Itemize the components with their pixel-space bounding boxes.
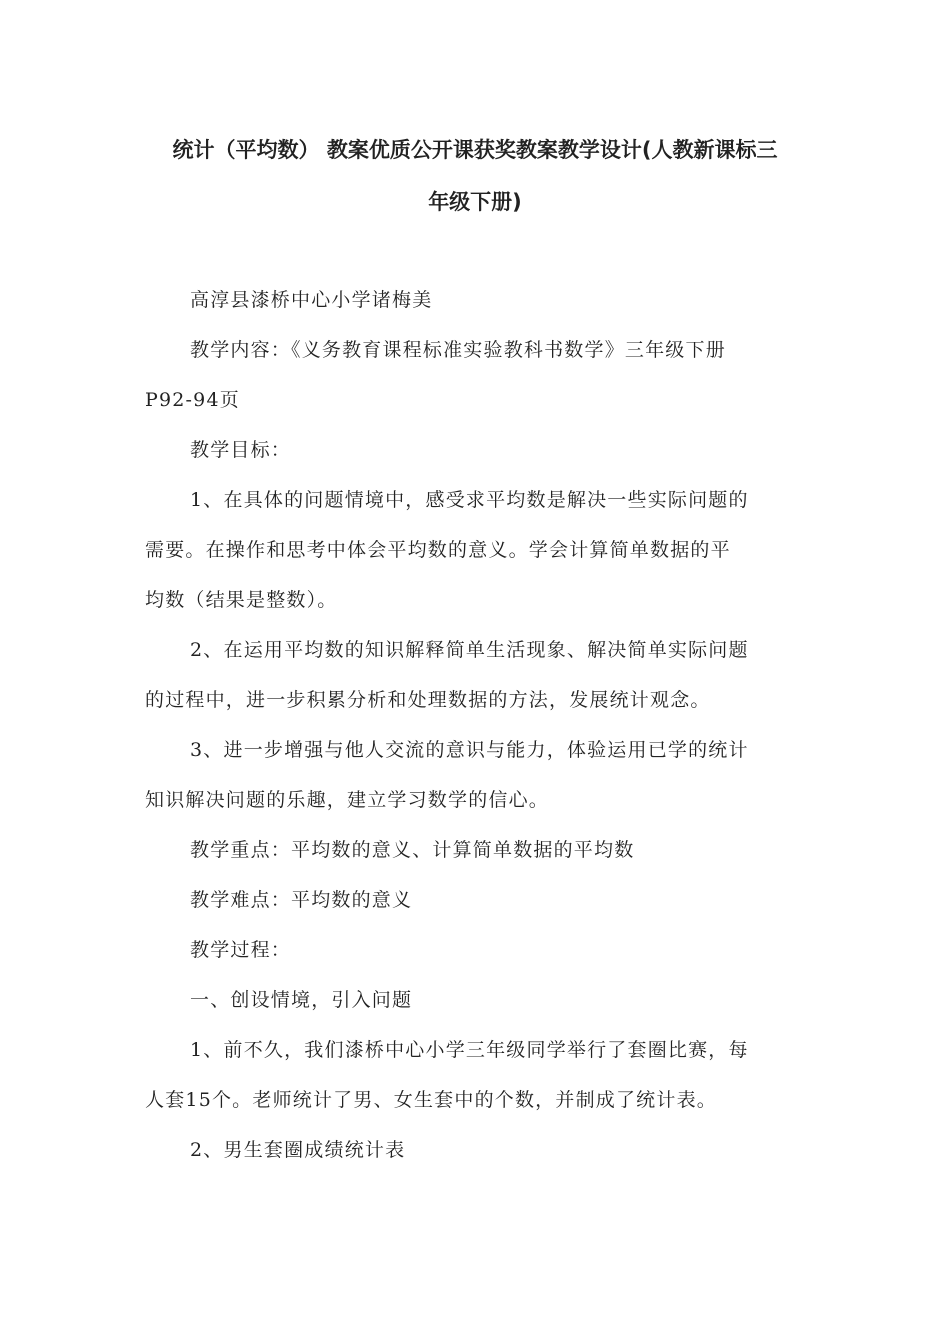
section-1-heading: 一、创设情境，引入问题: [190, 989, 413, 1011]
teaching-content-line-1: 教学内容：《义务教育课程标准实验教科书数学》三年级下册: [190, 339, 726, 361]
objectives-heading: 教学目标：: [190, 439, 292, 461]
step-2: 2、男生套圈成绩统计表: [190, 1139, 406, 1161]
teaching-content-line-2: P92-94页: [145, 389, 240, 411]
document-title: [140, 124, 810, 228]
step-1: 1、前不久，我们漆桥中心小学三年级同学举行了套圈比赛，每 人套15个。老师统计了男、女生套中的个数，并制成了统计表。: [145, 1039, 749, 1111]
objective-1: 1、在具体的问题情境中，感受求平均数是解决一些实际问题的 需要。在操作和思考中体会平均数的意义。学会计算简单数据的平 均数（结果是整数）。: [145, 489, 749, 611]
title-line-2: 年级下册): [428, 190, 522, 214]
process-heading: 教学过程：: [190, 939, 292, 961]
teaching-content: [145, 325, 810, 425]
objective-3: 3、进一步增强与他人交流的意识与能力，体验运用已学的统计 知识解决问题的乐趣，建立学习数学的信心。: [145, 739, 749, 811]
difficulty: 教学难点：平均数的意义: [190, 889, 413, 911]
title-line-1: 统计（平均数） 教案优质公开课获奖教案教学设计(人教新课标三: [172, 138, 778, 162]
key-point: 教学重点：平均数的意义、计算简单数据的平均数: [190, 839, 635, 861]
objective-2: 2、在运用平均数的知识解释简单生活现象、解决简单实际问题 的过程中，进一步积累分析和处理数据的方法，发展统计观念。: [145, 639, 749, 711]
author-line: 高淳县漆桥中心小学诸梅美: [190, 289, 433, 311]
